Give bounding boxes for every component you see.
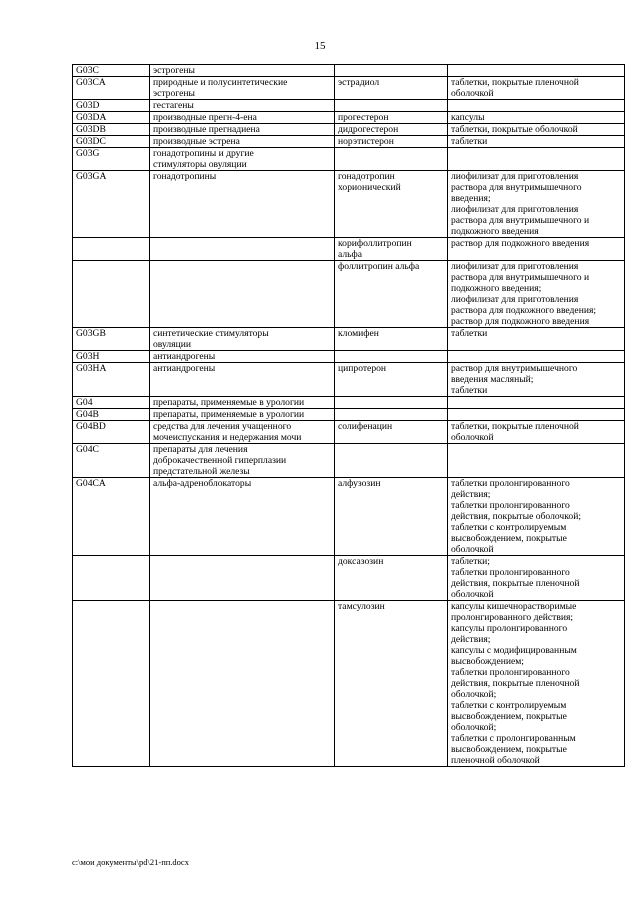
cell-text-line: капсулы: [451, 112, 485, 123]
cell-text-line: гонадотропины: [153, 171, 217, 182]
cell-text-line: синтетические стимуляторы: [153, 328, 269, 339]
cell-text-line: высвобождением, покрытые: [451, 533, 567, 544]
cell-text-line: раствора для внутримышечного и: [451, 215, 590, 226]
cell-text-line: капсулы пролонгированного: [451, 623, 568, 634]
table-row: [73, 409, 625, 421]
cell-text-line: гестагены: [153, 100, 194, 111]
cell-text-line: эстрадиол: [338, 77, 380, 88]
cell-text-line: овуляции: [153, 339, 191, 350]
cell-text-line: корифоллитропин: [338, 238, 412, 249]
atc-code-cell: [73, 100, 150, 112]
table-row: [73, 112, 625, 124]
dosage-forms-cell: [448, 65, 625, 77]
group-cell: [150, 444, 335, 478]
cell-text-line: G04B: [76, 409, 99, 420]
table-row: [73, 261, 625, 328]
drug-name-cell: [335, 136, 448, 148]
dosage-forms-cell: [448, 112, 625, 124]
drug-name-cell: [335, 601, 448, 767]
cell-text-line: средства для лечения учащенного: [153, 421, 292, 432]
atc-code-cell: [73, 112, 150, 124]
cell-text-line: G04: [76, 397, 93, 408]
cell-text-line: препараты, применяемые в урологии: [153, 397, 305, 408]
dosage-forms-cell: [448, 261, 625, 328]
cell-text-line: алфузозин: [338, 478, 381, 489]
drug-name-cell: [335, 351, 448, 363]
atc-code-cell: [73, 124, 150, 136]
cell-text-line: оболочкой: [451, 589, 494, 600]
drug-name-cell: [335, 171, 448, 238]
cell-text-line: ципротерон: [338, 363, 387, 374]
dosage-forms-cell: [448, 397, 625, 409]
dosage-forms-cell: [448, 351, 625, 363]
drug-classification-table: [72, 64, 625, 767]
atc-code-cell: [73, 363, 150, 397]
group-cell: [150, 238, 335, 261]
atc-code-cell: [73, 171, 150, 238]
drug-name-cell: [335, 148, 448, 171]
cell-text-line: тамсулозин: [338, 601, 385, 612]
table-row: [73, 100, 625, 112]
cell-text-line: действия;: [451, 489, 491, 500]
cell-text-line: высвобождением, покрытые: [451, 711, 567, 722]
table-row: [73, 238, 625, 261]
cell-text-line: производные прегн-4-ена: [153, 112, 257, 123]
group-cell: [150, 363, 335, 397]
drug-name-cell: [335, 363, 448, 397]
cell-text-line: введения масляный;: [451, 374, 534, 385]
cell-text-line: G03DA: [76, 112, 107, 123]
cell-text-line: G04C: [76, 444, 99, 455]
cell-text-line: пленочной оболочкой: [451, 755, 540, 766]
cell-text-line: оболочкой: [451, 88, 494, 99]
atc-code-cell: [73, 136, 150, 148]
cell-text-line: доброкачественной гиперплазии: [153, 455, 287, 466]
group-cell: [150, 261, 335, 328]
table-row: [73, 397, 625, 409]
cell-text-line: капсулы с модифицированным: [451, 645, 577, 656]
dosage-forms-cell: [448, 601, 625, 767]
cell-text-line: прогестерон: [338, 112, 389, 123]
cell-text-line: пролонгированного действия;: [451, 612, 574, 623]
dosage-forms-cell: [448, 363, 625, 397]
cell-text-line: препараты, применяемые в урологии: [153, 409, 305, 420]
drug-name-cell: [335, 238, 448, 261]
cell-text-line: высвобождением, покрытые: [451, 744, 567, 755]
group-cell: [150, 112, 335, 124]
cell-text-line: G03CA: [76, 77, 106, 88]
cell-text-line: таблетки, покрытые пленочной: [451, 421, 579, 432]
cell-text-line: антиандрогены: [153, 351, 216, 362]
drug-name-cell: [335, 77, 448, 100]
page-number: 15: [314, 40, 326, 52]
cell-text-line: таблетки: [451, 136, 488, 147]
cell-text-line: альфа-адреноблокаторы: [153, 478, 252, 489]
group-cell: [150, 421, 335, 444]
table-row: [73, 478, 625, 556]
cell-text-line: антиандрогены: [153, 363, 216, 374]
cell-text-line: таблетки пролонгированного: [451, 500, 570, 511]
dosage-forms-cell: [448, 77, 625, 100]
cell-text-line: действия, покрытые оболочкой;: [451, 511, 582, 522]
dosage-forms-cell: [448, 478, 625, 556]
table-row: [73, 601, 625, 767]
cell-text-line: G03DB: [76, 124, 106, 135]
dosage-forms-cell: [448, 124, 625, 136]
table-row: [73, 65, 625, 77]
drug-name-cell: [335, 397, 448, 409]
cell-text-line: G04BD: [76, 421, 106, 432]
atc-code-cell: [73, 77, 150, 100]
cell-text-line: эстрогены: [153, 65, 195, 76]
cell-text-line: альфа: [338, 249, 362, 260]
group-cell: [150, 556, 335, 601]
table-row: [73, 328, 625, 351]
cell-text-line: таблетки, покрытые оболочкой: [451, 124, 578, 135]
dosage-forms-cell: [448, 238, 625, 261]
cell-text-line: оболочкой;: [451, 722, 497, 733]
group-cell: [150, 65, 335, 77]
cell-text-line: гонадотропины и другие: [153, 148, 254, 159]
cell-text-line: раствора для внутримышечного и: [451, 272, 590, 283]
drug-name-cell: [335, 409, 448, 421]
table-row: [73, 136, 625, 148]
cell-text-line: таблетки с контролируемым: [451, 700, 567, 711]
atc-code-cell: [73, 351, 150, 363]
dosage-forms-cell: [448, 444, 625, 478]
cell-text-line: лиофилизат для приготовления: [451, 294, 579, 305]
table-row: [73, 124, 625, 136]
group-cell: [150, 601, 335, 767]
cell-text-line: производные прегнадиена: [153, 124, 260, 135]
atc-code-cell: [73, 328, 150, 351]
atc-code-cell: [73, 148, 150, 171]
group-cell: [150, 328, 335, 351]
drug-name-cell: [335, 112, 448, 124]
cell-text-line: фоллитропин альфа: [338, 261, 420, 272]
group-cell: [150, 100, 335, 112]
cell-text-line: препараты для лечения: [153, 444, 248, 455]
cell-text-line: G04CA: [76, 478, 106, 489]
atc-code-cell: [73, 556, 150, 601]
cell-text-line: действия, покрытые пленочной: [451, 678, 580, 689]
cell-text-line: природные и полусинтетические: [153, 77, 288, 88]
cell-text-line: таблетки пролонгированного: [451, 667, 570, 678]
cell-text-line: таблетки с пролонгированным: [451, 733, 576, 744]
cell-text-line: оболочкой: [451, 432, 494, 443]
group-cell: [150, 136, 335, 148]
group-cell: [150, 148, 335, 171]
cell-text-line: G03HA: [76, 363, 107, 374]
cell-text-line: высвобождением;: [451, 656, 524, 667]
atc-code-cell: [73, 409, 150, 421]
dosage-forms-cell: [448, 136, 625, 148]
cell-text-line: производные эстрена: [153, 136, 240, 147]
drug-name-cell: [335, 124, 448, 136]
group-cell: [150, 478, 335, 556]
cell-text-line: подкожного введения: [451, 226, 539, 237]
cell-text-line: лиофилизат для приготовления: [451, 261, 579, 272]
cell-text-line: раствор для внутримышечного: [451, 363, 578, 374]
atc-code-cell: [73, 601, 150, 767]
drug-name-cell: [335, 478, 448, 556]
cell-text-line: раствора для подкожного введения;: [451, 305, 597, 316]
table-body: [73, 65, 625, 767]
drug-name-cell: [335, 328, 448, 351]
cell-text-line: гонадотропин: [338, 171, 395, 182]
table-row: [73, 556, 625, 601]
cell-text-line: эстрогены: [153, 88, 195, 99]
table-row: [73, 148, 625, 171]
atc-code-cell: [73, 444, 150, 478]
cell-text-line: таблетки пролонгированного: [451, 567, 570, 578]
group-cell: [150, 409, 335, 421]
group-cell: [150, 171, 335, 238]
dosage-forms-cell: [448, 100, 625, 112]
table-row: [73, 351, 625, 363]
drug-name-cell: [335, 421, 448, 444]
file-path-footer: c:\мои документы\pd\21-пп.docx: [72, 857, 189, 867]
cell-text-line: мочеиспускания и недержания мочи: [153, 432, 302, 443]
cell-text-line: раствора для внутримышечного: [451, 182, 582, 193]
cell-text-line: таблетки пролонгированного: [451, 478, 570, 489]
cell-text-line: G03H: [76, 351, 100, 362]
cell-text-line: солифенацин: [338, 421, 393, 432]
cell-text-line: G03DC: [76, 136, 106, 147]
cell-text-line: таблетки с контролируемым: [451, 522, 567, 533]
group-cell: [150, 77, 335, 100]
drug-name-cell: [335, 261, 448, 328]
table-row: [73, 444, 625, 478]
cell-text-line: капсулы кишечнорастворимые: [451, 601, 577, 612]
drug-name-cell: [335, 444, 448, 478]
cell-text-line: подкожного введения;: [451, 283, 542, 294]
group-cell: [150, 124, 335, 136]
cell-text-line: норэтистерон: [338, 136, 394, 147]
cell-text-line: раствор для подкожного введения: [451, 238, 590, 249]
dosage-forms-cell: [448, 148, 625, 171]
cell-text-line: доксазозин: [338, 556, 384, 567]
cell-text-line: предстательной железы: [153, 466, 250, 477]
atc-code-cell: [73, 261, 150, 328]
cell-text-line: лиофилизат для приготовления: [451, 204, 579, 215]
dosage-forms-cell: [448, 556, 625, 601]
cell-text-line: таблетки: [451, 385, 488, 396]
group-cell: [150, 397, 335, 409]
cell-text-line: хорионический: [338, 182, 401, 193]
cell-text-line: стимуляторы овуляции: [153, 159, 247, 170]
cell-text-line: введения;: [451, 193, 491, 204]
atc-code-cell: [73, 421, 150, 444]
dosage-forms-cell: [448, 328, 625, 351]
table-row: [73, 363, 625, 397]
cell-text-line: G03C: [76, 65, 99, 76]
table-row: [73, 77, 625, 100]
cell-text-line: дидрогестерон: [338, 124, 399, 135]
table-row: [73, 421, 625, 444]
cell-text-line: таблетки, покрытые пленочной: [451, 77, 579, 88]
drug-name-cell: [335, 556, 448, 601]
cell-text-line: раствор для подкожного введения: [451, 316, 590, 327]
atc-code-cell: [73, 397, 150, 409]
cell-text-line: кломифен: [338, 328, 379, 339]
cell-text-line: оболочкой: [451, 544, 494, 555]
atc-code-cell: [73, 238, 150, 261]
atc-code-cell: [73, 65, 150, 77]
dosage-forms-cell: [448, 421, 625, 444]
cell-text-line: таблетки: [451, 328, 488, 339]
cell-text-line: G03D: [76, 100, 100, 111]
group-cell: [150, 351, 335, 363]
cell-text-line: лиофилизат для приготовления: [451, 171, 579, 182]
cell-text-line: таблетки;: [451, 556, 490, 567]
dosage-forms-cell: [448, 171, 625, 238]
cell-text-line: действия, покрытые пленочной: [451, 578, 580, 589]
cell-text-line: действия;: [451, 634, 491, 645]
drug-name-cell: [335, 65, 448, 77]
cell-text-line: оболочкой;: [451, 689, 497, 700]
drug-name-cell: [335, 100, 448, 112]
dosage-forms-cell: [448, 409, 625, 421]
cell-text-line: G03G: [76, 148, 100, 159]
cell-text-line: G03GB: [76, 328, 106, 339]
atc-code-cell: [73, 478, 150, 556]
cell-text-line: G03GA: [76, 171, 107, 182]
table-row: [73, 171, 625, 238]
